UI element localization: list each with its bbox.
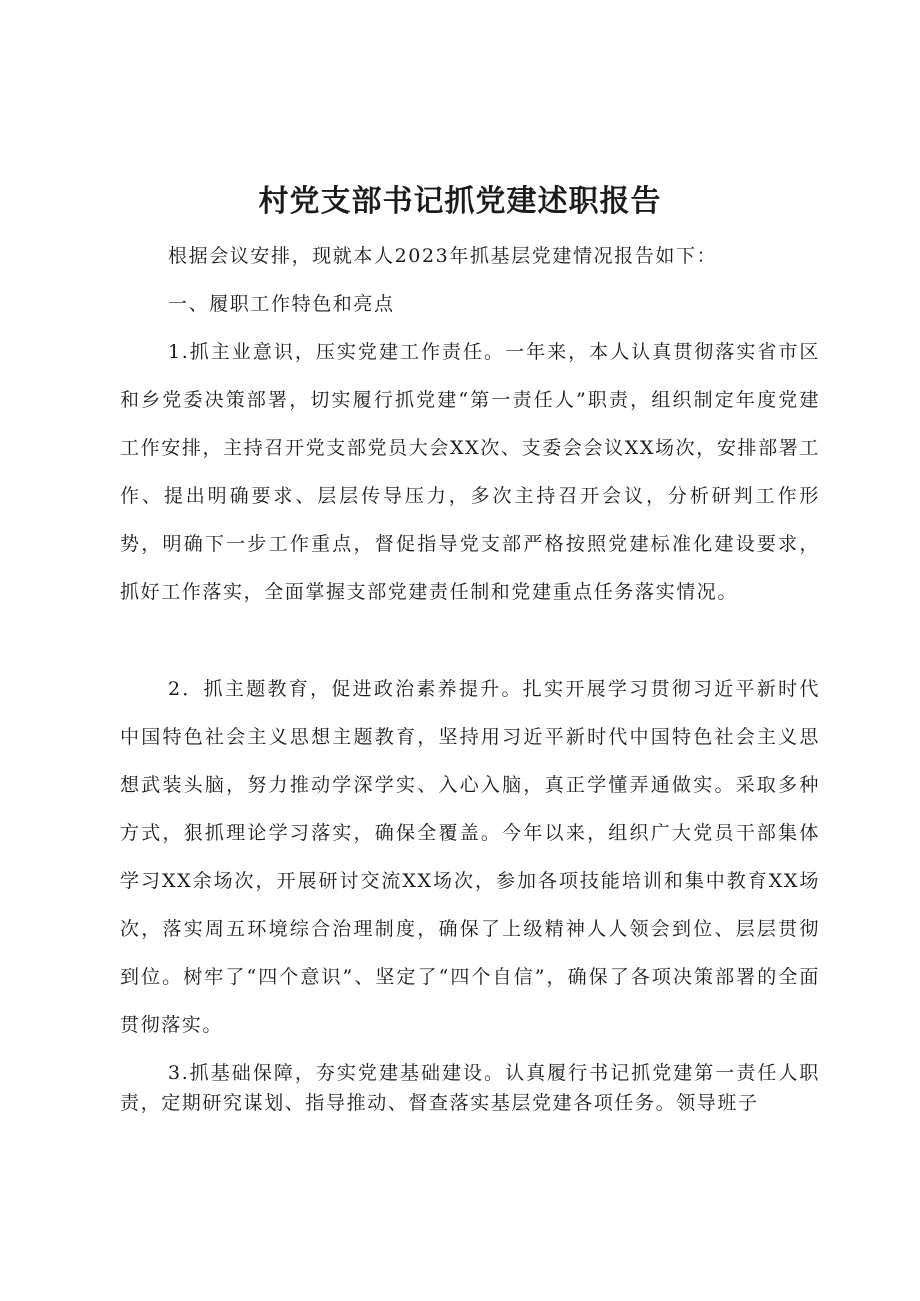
paragraph-3: 3.抓基础保障，夯实党建基础建设。认真履行书记抓党建第一责任人职责，定期研究谋划、指导推动、督查落实基层党建各项任务。领导班子 <box>120 1062 820 1114</box>
document-title: 村党支部书记抓党建述职报告 <box>258 184 662 219</box>
intro-paragraph: 根据会议安排，现就本人2023年抓基层党建情况报告如下： <box>168 245 718 267</box>
paragraph-2: 2．抓主题教育，促进政治素养提升。扎实开展学习贯彻习近平新时代中国特色社会主义思想主题教育，坚持用习近平新时代中国特色社会主义思想武装头脑，努力推动学深学实、入心入脑，真正学懂弄通做实。采取多种方式，狠抓理论学习落实，确保全覆盖。今年以来，组织广大党员干部集体学习XX余场次，开展研讨交流XX场次，参加各项技能培训和集中教育XX场次，落实周五环境综合治理制度，确保了上级精神人人领会到位、层层贯彻到位。树牢了“四个意识”、坚定了“四个自信”，确保了各项决策部署的全面贯彻落实。 <box>120 678 820 1036</box>
paragraph-1: 1.抓主业意识，压实党建工作责任。一年来，本人认真贯彻落实省市区和乡党委决策部署，切实履行抓党建“第一责任人”职责，组织制定年度党建工作安排，主持召开党支部党员大会XX次、支委会会议XX场次，安排部署工作、提出明确要求、层层传导压力，多次主持召开会议，分析研判工作形势，明确下一步工作重点，督促指导党支部严格按照党建标准化建设要求，抓好工作落实，全面掌握支部党建责任制和党建重点任务落实情况。 <box>120 341 820 603</box>
section-heading: 一、履职工作特色和亮点 <box>168 293 395 315</box>
